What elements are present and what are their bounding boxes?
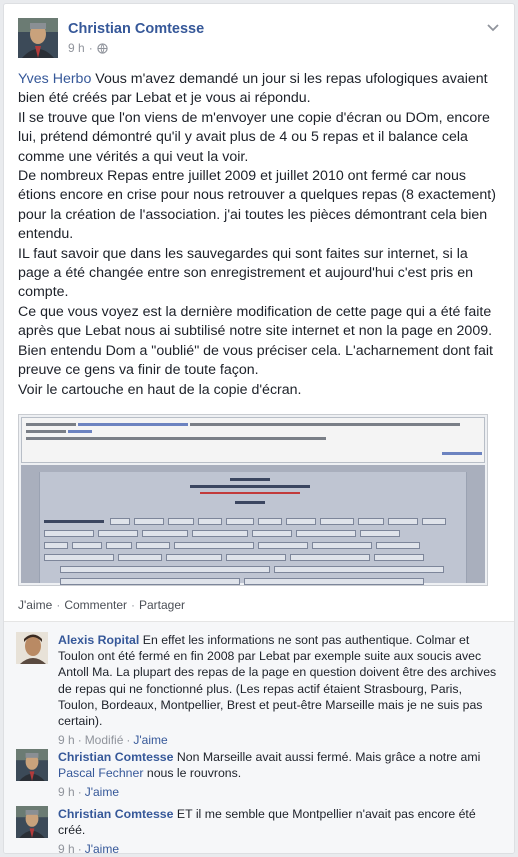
comment-timestamp[interactable]: 9 h (58, 842, 75, 854)
comment-text: Non Marseille avait aussi fermé. Mais grâce a notre ami (176, 750, 481, 764)
mention-link[interactable]: Yves Herbo (18, 71, 92, 87)
author-avatar[interactable] (18, 18, 58, 58)
meta-separator: · (88, 41, 93, 55)
post-text (18, 70, 498, 400)
post-card (3, 3, 515, 854)
commenter-avatar[interactable] (16, 806, 48, 838)
comment-body (58, 806, 502, 854)
commenter-avatar[interactable] (16, 749, 48, 781)
like-link[interactable]: J'aime (18, 598, 53, 612)
post-paragraph: Il se trouve que l'on viens de m'envoyer une copie d'écran ou DOm, encore lui, prétend démontré qu'il y avait plus de 4 ou 5 repas et il balance cela comme une vérités a qui veut la voir. (18, 109, 490, 165)
post-header (18, 18, 500, 62)
mention-link[interactable]: Pascal Fechner (58, 766, 144, 781)
chevron-down-icon[interactable] (486, 20, 500, 34)
commenter-name[interactable]: Christian Comtesse (58, 750, 174, 764)
comment-text: En effet les informations ne sont pas authentique. Colmar et Toulon ont été fermé en fin 2008 par Lebat par exemple suite aux soucis avec Antoll Ma. La plupart des repas de la page en question doivent être des archives de repas qui ne fonctionné plus. (Les repas actif étaient Strasbourg, Paris, Toulon, Bordeaux, Montpellier, Brest et peut-être Marseille mais je ne suis pas certain). (58, 633, 497, 729)
commenter-name[interactable]: Christian Comtesse (58, 807, 174, 821)
comment-text: ET il me semble que Montpellier n'avait pas encore été créé. (58, 807, 476, 838)
comment-body (58, 632, 502, 748)
post-paragraph: IL faut savoir que dans les sauvegardes qui sont faites sur internet, si la page a été changée entre son enregistrement et aujourd'hui c'est pris en compte. (18, 245, 473, 301)
comment-timestamp[interactable]: 9 h (58, 733, 75, 748)
comment-like-link[interactable]: J'aime (84, 785, 119, 800)
post-paragraph: Ce que vous voyez est la dernière modification de cette page qui a été faite après que Lebat nous ai subtilisé notre site internet et non la page en 2009. (18, 303, 493, 340)
globe-icon[interactable] (97, 43, 108, 54)
action-separator: · (56, 598, 61, 612)
commenter-name[interactable]: Alexis Ropital (58, 633, 140, 647)
comment-text: nous le rouvrons. (143, 766, 242, 781)
post-author-name[interactable]: Christian Comtesse (68, 21, 205, 37)
edited-label[interactable]: Modifié (84, 733, 124, 748)
attached-screenshot-image[interactable] (18, 414, 488, 586)
comment-like-link[interactable]: J'aime (133, 733, 168, 748)
post-actions (18, 598, 185, 612)
comment-meta: 9 h · J'aime (58, 785, 119, 800)
commenter-avatar[interactable] (16, 632, 48, 664)
share-link[interactable]: Partager (139, 598, 186, 612)
comment-timestamp[interactable]: 9 h (58, 785, 75, 800)
post-paragraph: Bien entendu Dom a "oublié" de vous préciser cela. L'acharnement dont fait preuve ce gens va finir de toute façon. (18, 342, 493, 379)
comment-meta: 9 h · Modifié · J'aime (58, 733, 168, 748)
post-meta (68, 41, 108, 55)
action-separator: · (131, 598, 135, 612)
post-paragraph: Voir le cartouche en haut de la copie d'écran. (18, 381, 302, 398)
comment-meta: 9 h · J'aime (58, 841, 502, 854)
archived-page (21, 465, 485, 583)
comment-body (58, 749, 502, 801)
cache-banner (21, 417, 485, 463)
post-paragraph: De nombreux Repas entre juillet 2009 et juillet 2010 ont fermé car nous étions encore en crise pour nous retrouver a quelques repas (8 exactement) pour la création de l'association. j'ai toutes les pièces démontrant cela bien entendu. (18, 168, 496, 243)
comment-link[interactable]: Commenter (64, 598, 127, 612)
post-timestamp[interactable]: 9 h (68, 41, 85, 55)
comment-like-link[interactable]: J'aime (84, 842, 119, 854)
comments-section (4, 621, 514, 853)
post-paragraph: Yves Herbo Vous m'avez demandé un jour si les repas ufologiques avaient bien été créés par Lebat et je vous ai répondu. (18, 71, 488, 107)
